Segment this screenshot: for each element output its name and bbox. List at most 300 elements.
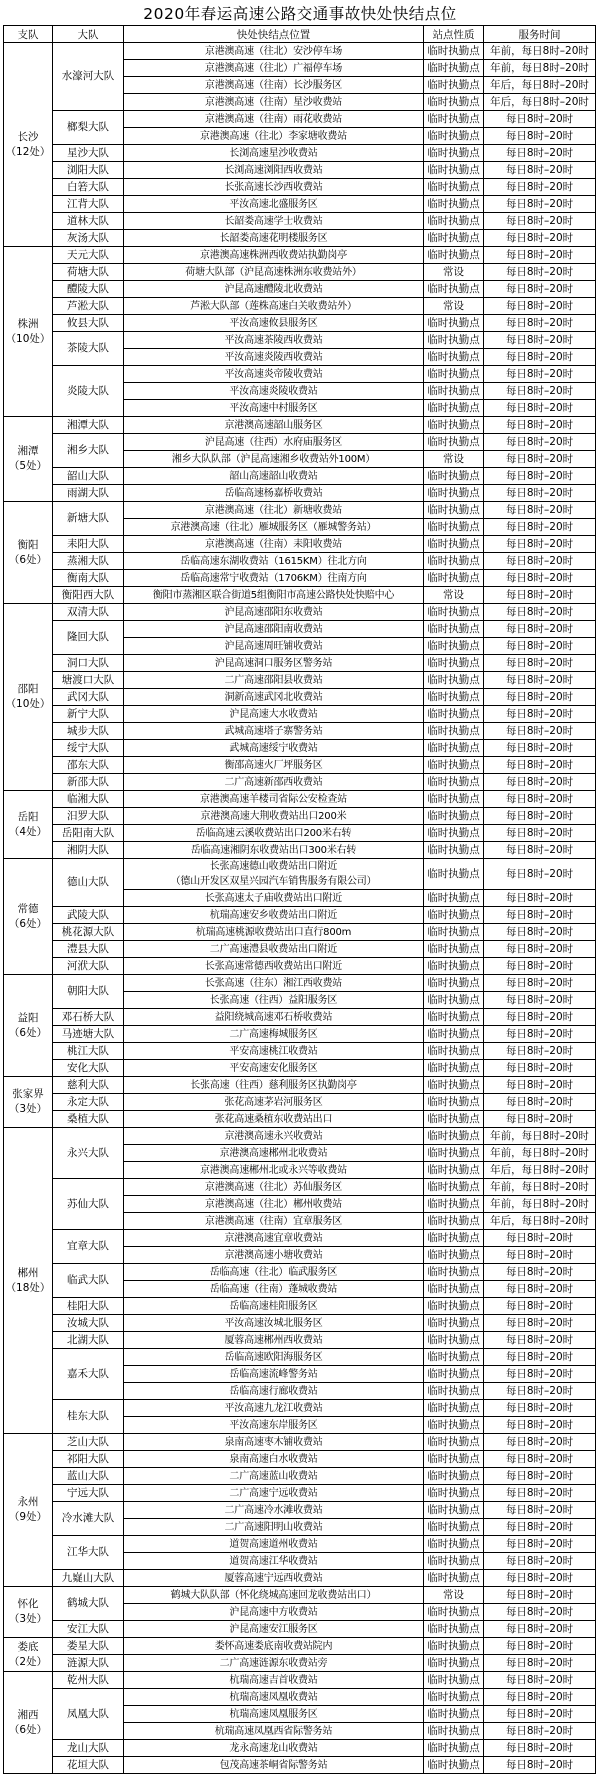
- service-time-cell: 每日8时–20时: [484, 145, 596, 162]
- station-type-cell: 临时执勤点: [424, 774, 484, 791]
- dadui-cell: 安江大队: [53, 1621, 124, 1638]
- service-time-cell: 每日8时–20时: [484, 1281, 596, 1298]
- service-time-cell: 每日8时–20时: [484, 196, 596, 213]
- location-cell: 长张高速长沙西收费站: [124, 179, 424, 196]
- dadui-cell: 江背大队: [53, 196, 124, 213]
- station-type-cell: 临时执勤点: [424, 604, 484, 621]
- station-type-cell: 临时执勤点: [424, 400, 484, 417]
- dadui-cell: 榔梨大队: [53, 111, 124, 145]
- service-time-cell: 每日8时–20时: [484, 1468, 596, 1485]
- service-time-cell: 每日8时–20时: [484, 890, 596, 907]
- service-time-cell: 每日8时–20时: [484, 332, 596, 349]
- dadui-cell: 荷塘大队: [53, 264, 124, 281]
- table-row: [4, 298, 596, 315]
- zhidui-cell: [4, 43, 53, 247]
- service-time-cell: 每日8时–20时: [484, 655, 596, 672]
- table-row: [4, 1621, 596, 1638]
- location-cell: 岳临高速行廊收费站: [124, 1383, 424, 1400]
- service-time-cell: 每日8时–20时: [484, 111, 596, 128]
- service-time-cell: 每日8时–20时: [484, 1621, 596, 1638]
- station-type-cell: 临时执勤点: [424, 1111, 484, 1128]
- zhidui-cell: [4, 1434, 53, 1587]
- dadui-cell: 冷水滩大队: [53, 1502, 124, 1536]
- station-type-cell: 临时执勤点: [424, 247, 484, 264]
- dadui-cell: 澧县大队: [53, 941, 124, 958]
- service-time-cell: 每日8时–20时: [484, 1043, 596, 1060]
- dadui-cell: 浏阳大队: [53, 162, 124, 179]
- station-type-cell: 临时执勤点: [424, 60, 484, 77]
- zhidui-cell: [4, 417, 53, 502]
- location-cell: 益阳绕城高速邓石桥收费站: [124, 1009, 424, 1026]
- service-time-cell: 每日8时–20时: [484, 638, 596, 655]
- table-row: [4, 468, 596, 485]
- location-cell: 龙永高速龙山收费站: [124, 1740, 424, 1757]
- station-type-cell: 临时执勤点: [424, 1604, 484, 1621]
- service-time-cell: 每日8时–20时: [484, 366, 596, 383]
- dadui-cell: 江华大队: [53, 1536, 124, 1570]
- location-cell: 湘乡大队队部（沪昆高速湘乡收费站外100M）: [124, 451, 424, 468]
- location-cell: 平汝高速中村服务区: [124, 400, 424, 417]
- dadui-cell: 新邵大队: [53, 774, 124, 791]
- dadui-cell: 水濠河大队: [53, 43, 124, 111]
- station-type-cell: 临时执勤点: [424, 655, 484, 672]
- station-type-cell: 临时执勤点: [424, 1179, 484, 1196]
- service-time-cell: 每日8时–20时: [484, 706, 596, 723]
- station-type-cell: 临时执勤点: [424, 706, 484, 723]
- zhidui-cell: [4, 791, 53, 859]
- location-cell: 京港澳高速（往北）安沙停车场: [124, 43, 424, 60]
- service-time-cell: 每日8时–20时: [484, 162, 596, 179]
- service-time-cell: 每日8时–20时: [484, 1077, 596, 1094]
- zhidui-name: 岳阳: [17, 810, 39, 823]
- service-time-cell: 每日8时–20时: [484, 757, 596, 774]
- zhidui-name: 怀化: [17, 1598, 39, 1610]
- station-type-cell: 临时执勤点: [424, 366, 484, 383]
- service-time-cell: 每日8时–20时: [484, 1757, 596, 1774]
- table-row: [4, 587, 596, 604]
- col-header-location: 快处快结点位置: [124, 26, 424, 43]
- service-time-cell: 每日8时–20时: [484, 1740, 596, 1757]
- station-type-cell: 临时执勤点: [424, 383, 484, 400]
- zhidui-name: 湘潭: [17, 445, 39, 457]
- location-cell: 厦蓉高速郴州西收费站: [124, 1332, 424, 1349]
- dadui-cell: 马迹塘大队: [53, 1026, 124, 1043]
- location-cell: 平汝高速九龙江收费站: [124, 1400, 424, 1417]
- zhidui-name: 娄底: [17, 1640, 39, 1653]
- location-cell: 京港澳高速（往北）郴州收费站: [124, 1196, 424, 1213]
- service-time-cell: 每日8时–20时: [484, 1553, 596, 1570]
- location-cell: 平汝高速东岸服务区: [124, 1417, 424, 1434]
- table-row: [4, 315, 596, 332]
- table-row: [4, 774, 596, 791]
- dadui-cell: 双清大队: [53, 604, 124, 621]
- table-row: [4, 706, 596, 723]
- zhidui-count: （6处）: [8, 1723, 48, 1736]
- service-time-cell: 每日8时–20时: [484, 502, 596, 519]
- station-type-cell: 临时执勤点: [424, 162, 484, 179]
- table-row: [4, 808, 596, 825]
- dadui-cell: 雨湖大队: [53, 485, 124, 502]
- station-type-cell: 临时执勤点: [424, 992, 484, 1009]
- location-cell: [124, 859, 424, 890]
- station-type-cell: 临时执勤点: [424, 1077, 484, 1094]
- dadui-cell: 桑植大队: [53, 1111, 124, 1128]
- dadui-cell: 岳阳南大队: [53, 825, 124, 842]
- zhidui-cell: [4, 1672, 53, 1774]
- station-type-cell: 临时执勤点: [424, 859, 484, 890]
- dadui-cell: 白箬大队: [53, 179, 124, 196]
- dadui-cell: 凤凰大队: [53, 1689, 124, 1740]
- location-cell: 二广高速冷水滩收费站: [124, 1502, 424, 1519]
- table-row: [4, 859, 596, 890]
- location-cell: 平汝高速北盛服务区: [124, 196, 424, 213]
- table-row: [4, 179, 596, 196]
- table-row: [4, 1060, 596, 1077]
- table-row: [4, 485, 596, 502]
- zhidui-count: （10处）: [5, 698, 51, 710]
- table-row: [4, 1043, 596, 1060]
- table-row: [4, 1077, 596, 1094]
- dadui-cell: 嘉禾大队: [53, 1349, 124, 1400]
- location-cell: 二广高速新邵西收费站: [124, 774, 424, 791]
- station-type-cell: 临时执勤点: [424, 1553, 484, 1570]
- dadui-cell: 灰汤大队: [53, 230, 124, 247]
- station-type-cell: 临时执勤点: [424, 281, 484, 298]
- dadui-cell: 桂阳大队: [53, 1298, 124, 1315]
- service-time-cell: 每日8时–20时: [484, 400, 596, 417]
- station-type-cell: 临时执勤点: [424, 941, 484, 958]
- station-type-cell: 临时执勤点: [424, 1349, 484, 1366]
- zhidui-count: （5处）: [8, 460, 48, 472]
- location-cell: 杭瑞高速桃源收费站出口直行800m: [124, 924, 424, 941]
- zhidui-cell: [4, 247, 53, 417]
- table-row: [4, 958, 596, 975]
- table-row: [4, 1315, 596, 1332]
- station-type-cell: 临时执勤点: [424, 1672, 484, 1689]
- dadui-cell: 安化大队: [53, 1060, 124, 1077]
- station-type-cell: 临时执勤点: [424, 958, 484, 975]
- location-cell: 平汝高速炎陵收费站: [124, 383, 424, 400]
- service-time-cell: 每日8时–20时: [484, 570, 596, 587]
- dadui-cell: 湘阴大队: [53, 842, 124, 859]
- station-type-cell: 临时执勤点: [424, 740, 484, 757]
- location-cell: 长张高速常德西收费站出口附近: [124, 958, 424, 975]
- station-type-cell: 临时执勤点: [424, 1638, 484, 1655]
- station-type-cell: 临时执勤点: [424, 1655, 484, 1672]
- zhidui-count: （6处）: [8, 917, 48, 930]
- service-time-cell: 每日8时–20时: [484, 808, 596, 825]
- location-cell: 沪昆高速醴陵北收费站: [124, 281, 424, 298]
- location-cell: 鹤城大队队部（怀化绕城高速回龙收费站出口）: [124, 1587, 424, 1604]
- zhidui-name: 常德: [17, 902, 39, 915]
- service-time-cell: 每日8时–20时: [484, 553, 596, 570]
- station-type-cell: 临时执勤点: [424, 468, 484, 485]
- station-type-cell: 临时执勤点: [424, 213, 484, 230]
- station-type-cell: 临时执勤点: [424, 825, 484, 842]
- table-row: [4, 247, 596, 264]
- location-cell: 长张高速（往西）慈利服务区执勤岗亭: [124, 1077, 424, 1094]
- station-type-cell: 临时执勤点: [424, 638, 484, 655]
- dadui-cell: 九嶷山大队: [53, 1570, 124, 1587]
- station-type-cell: 临时执勤点: [424, 1366, 484, 1383]
- location-cell: 长张高速（往东）湘江西收费站: [124, 975, 424, 992]
- table-row: [4, 536, 596, 553]
- dadui-cell: 桃江大队: [53, 1043, 124, 1060]
- station-type-cell: 临时执勤点: [424, 1213, 484, 1230]
- table-row: [4, 230, 596, 247]
- location-cell: 二广高速澧县收费站出口附近: [124, 941, 424, 958]
- location-cell: 岳临高速欧阳海服务区: [124, 1349, 424, 1366]
- table-row: [4, 842, 596, 859]
- dadui-cell: 德山大队: [53, 859, 124, 907]
- accident-points-table: [3, 25, 596, 1774]
- service-time-cell: 每日8时–20时: [484, 1247, 596, 1264]
- service-time-cell: 每日8时–20时: [484, 1604, 596, 1621]
- location-cell: 二广高速阳明山收费站: [124, 1519, 424, 1536]
- station-type-cell: 临时执勤点: [424, 315, 484, 332]
- station-type-cell: 临时执勤点: [424, 1315, 484, 1332]
- table-row: [4, 1434, 596, 1451]
- location-cell: 杭瑞高速安乡收费站出口附近: [124, 907, 424, 924]
- col-header-time: 服务时间: [484, 26, 596, 43]
- service-time-cell: 每日8时–20时: [484, 941, 596, 958]
- service-time-cell: 每日8时–20时: [484, 587, 596, 604]
- table-row: [4, 1179, 596, 1196]
- service-time-cell: 每日8时–20时: [484, 774, 596, 791]
- dadui-cell: 桂东大队: [53, 1400, 124, 1434]
- station-type-cell: 临时执勤点: [424, 791, 484, 808]
- location-cell: 洞新高速武冈北收费站: [124, 689, 424, 706]
- zhidui-cell: [4, 1128, 53, 1434]
- location-line: 长张高速德山收费站出口附近: [209, 861, 338, 872]
- location-cell: 二广高速宁远收费站: [124, 1485, 424, 1502]
- dadui-cell: 苏仙大队: [53, 1179, 124, 1230]
- location-cell: 厦蓉高速宁远西收费站: [124, 1570, 424, 1587]
- zhidui-name: 长沙: [17, 130, 39, 143]
- location-cell: 京港澳高速（往北）雁城服务区（雁城警务站）: [124, 519, 424, 536]
- zhidui-name: 邵阳: [17, 683, 39, 695]
- location-cell: 京港澳高速永兴收费站: [124, 1128, 424, 1145]
- station-type-cell: 临时执勤点: [424, 1451, 484, 1468]
- location-cell: 岳临高速东湖收费站（1615KM）往北方向: [124, 553, 424, 570]
- col-header-type: 站点性质: [424, 26, 484, 43]
- service-time-cell: 每日8时–20时: [484, 604, 596, 621]
- table-row: [4, 1111, 596, 1128]
- location-cell: 平安高速桃江收费站: [124, 1043, 424, 1060]
- service-time-cell: 每日8时–20时: [484, 1315, 596, 1332]
- zhidui-cell: [4, 502, 53, 604]
- table-row: [4, 1128, 596, 1145]
- table-row: [4, 145, 596, 162]
- station-type-cell: 临时执勤点: [424, 924, 484, 941]
- service-time-cell: 每日8时–20时: [484, 230, 596, 247]
- table-row: [4, 417, 596, 434]
- table-row: [4, 1502, 596, 1519]
- zhidui-cell: [4, 1077, 53, 1128]
- station-type-cell: 临时执勤点: [424, 1026, 484, 1043]
- station-type-cell: 临时执勤点: [424, 1740, 484, 1757]
- zhidui-count: （6处）: [8, 553, 48, 566]
- service-time-cell: 年前，每日8时–20时: [484, 1179, 596, 1196]
- dadui-cell: 湘潭大队: [53, 417, 124, 434]
- station-type-cell: 临时执勤点: [424, 1383, 484, 1400]
- station-type-cell: 临时执勤点: [424, 196, 484, 213]
- station-type-cell: 临时执勤点: [424, 1094, 484, 1111]
- station-type-cell: 临时执勤点: [424, 1247, 484, 1264]
- station-type-cell: 临时执勤点: [424, 1009, 484, 1026]
- station-type-cell: 临时执勤点: [424, 1400, 484, 1417]
- service-time-cell: 每日8时–20时: [484, 723, 596, 740]
- service-time-cell: 每日8时–20时: [484, 842, 596, 859]
- location-cell: 韶山高速韶山收费站: [124, 468, 424, 485]
- dadui-cell: 道林大队: [53, 213, 124, 230]
- station-type-cell: 临时执勤点: [424, 1536, 484, 1553]
- location-cell: 京港澳高速（往北）广福停车场: [124, 60, 424, 77]
- location-cell: 平安高速安化服务区: [124, 1060, 424, 1077]
- service-time-cell: 每日8时–20时: [484, 859, 596, 890]
- station-type-cell: 临时执勤点: [424, 1060, 484, 1077]
- service-time-cell: 每日8时–20时: [484, 536, 596, 553]
- location-cell: 二广高速邵阳县收费站: [124, 672, 424, 689]
- location-cell: 二广高速涟源东收费站旁: [124, 1655, 424, 1672]
- service-time-cell: 每日8时–20时: [484, 451, 596, 468]
- table-row: [4, 570, 596, 587]
- service-time-cell: 每日8时–20时: [484, 1570, 596, 1587]
- location-cell: 京港澳高速株洲西收费站执勤岗亭: [124, 247, 424, 264]
- station-type-cell: 临时执勤点: [424, 890, 484, 907]
- dadui-cell: 芦淞大队: [53, 298, 124, 315]
- dadui-cell: 塘渡口大队: [53, 672, 124, 689]
- location-cell: 沪昆高速洞口服务区警务站: [124, 655, 424, 672]
- location-cell: 京港澳高速韶山服务区: [124, 417, 424, 434]
- service-time-cell: 每日8时–20时: [484, 1026, 596, 1043]
- location-cell: 张花高速桑植东收费站出口: [124, 1111, 424, 1128]
- dadui-cell: 衡南大队: [53, 570, 124, 587]
- table-row: [4, 975, 596, 992]
- station-type-cell: 常设: [424, 451, 484, 468]
- table-row: [4, 111, 596, 128]
- location-cell: 京港澳高速郴州北或永兴等收费站: [124, 1162, 424, 1179]
- dadui-cell: 隆回大队: [53, 621, 124, 655]
- location-cell: 武城高速塔子寨警务站: [124, 723, 424, 740]
- table-row: [4, 907, 596, 924]
- table-row: [4, 941, 596, 958]
- table-row: [4, 1349, 596, 1366]
- dadui-cell: 娄星大队: [53, 1638, 124, 1655]
- dadui-cell: 桃花源大队: [53, 924, 124, 941]
- dadui-cell: 龙山大队: [53, 1740, 124, 1757]
- station-type-cell: 临时执勤点: [424, 842, 484, 859]
- service-time-cell: 每日8时–20时: [484, 128, 596, 145]
- zhidui-cell: [4, 604, 53, 791]
- station-type-cell: 临时执勤点: [424, 1621, 484, 1638]
- table-row: [4, 1587, 596, 1604]
- location-cell: 岳临高速云溪收费站出口200米右转: [124, 825, 424, 842]
- service-time-cell: 每日8时–20时: [484, 672, 596, 689]
- service-time-cell: 每日8时–20时: [484, 383, 596, 400]
- service-time-cell: 每日8时–20时: [484, 1298, 596, 1315]
- dadui-cell: 花垣大队: [53, 1757, 124, 1774]
- zhidui-name: 永州: [17, 1496, 39, 1508]
- table-row: [4, 1009, 596, 1026]
- location-cell: 平汝高速炎陵西收费站: [124, 349, 424, 366]
- dadui-cell: 乾州大队: [53, 1672, 124, 1689]
- table-row: [4, 213, 596, 230]
- service-time-cell: 每日8时–20时: [484, 349, 596, 366]
- service-time-cell: 每日8时–20时: [484, 519, 596, 536]
- table-row: [4, 1638, 596, 1655]
- station-type-cell: 临时执勤点: [424, 1485, 484, 1502]
- zhidui-count: （9处）: [8, 1511, 48, 1523]
- station-type-cell: 临时执勤点: [424, 332, 484, 349]
- dadui-cell: 茶陵大队: [53, 332, 124, 366]
- location-line: （德山开发区双星兴园汽车销售服务有限公司）: [170, 876, 377, 887]
- station-type-cell: 临时执勤点: [424, 672, 484, 689]
- dadui-cell: 芝山大队: [53, 1434, 124, 1451]
- service-time-cell: 每日8时–20时: [484, 1655, 596, 1672]
- location-cell: 沪昆高速安江服务区: [124, 1621, 424, 1638]
- location-cell: 京港澳高速（往南）星沙收费站: [124, 94, 424, 111]
- zhidui-count: （4处）: [8, 825, 48, 838]
- service-time-cell: 每日8时–20时: [484, 621, 596, 638]
- service-time-cell: 年后，每日8时–20时: [484, 1162, 596, 1179]
- station-type-cell: 临时执勤点: [424, 1434, 484, 1451]
- service-time-cell: 每日8时–20时: [484, 740, 596, 757]
- table-row: [4, 621, 596, 638]
- location-cell: 岳临高速杨嘉桥收费站: [124, 485, 424, 502]
- location-cell: 衡阳市蒸湘区联合街道5组衡阳市高速公路快处快赔中心: [124, 587, 424, 604]
- station-type-cell: 临时执勤点: [424, 128, 484, 145]
- service-time-cell: 每日8时–20时: [484, 1502, 596, 1519]
- dadui-cell: 洞口大队: [53, 655, 124, 672]
- dadui-cell: 宜章大队: [53, 1230, 124, 1264]
- station-type-cell: 常设: [424, 587, 484, 604]
- page-title: 2020年春运高速公路交通事故快处快结点位: [143, 5, 457, 23]
- location-cell: 平汝高速炎帝陵收费站: [124, 366, 424, 383]
- service-time-cell: 每日8时–20时: [484, 281, 596, 298]
- station-type-cell: 临时执勤点: [424, 1145, 484, 1162]
- table-row: [4, 655, 596, 672]
- service-time-cell: 每日8时–20时: [484, 1332, 596, 1349]
- station-type-cell: 临时执勤点: [424, 1264, 484, 1281]
- location-cell: 岳临高速常宁收费站（1706KM）往南方向: [124, 570, 424, 587]
- service-time-cell: 每日8时–20时: [484, 1264, 596, 1281]
- service-time-cell: 每日8时–20时: [484, 958, 596, 975]
- station-type-cell: 临时执勤点: [424, 1128, 484, 1145]
- zhidui-name: 衡阳: [17, 538, 39, 551]
- dadui-cell: 宁远大队: [53, 1485, 124, 1502]
- service-time-cell: 年前，每日8时–20时: [484, 1128, 596, 1145]
- table-row: [4, 1094, 596, 1111]
- location-cell: 杭瑞高速凤凰收费站: [124, 1689, 424, 1706]
- table-row: [4, 1655, 596, 1672]
- station-type-cell: 临时执勤点: [424, 77, 484, 94]
- table-row: [4, 723, 596, 740]
- table-row: [4, 1672, 596, 1689]
- station-type-cell: 临时执勤点: [424, 43, 484, 60]
- zhidui-count: （6处）: [8, 1026, 48, 1039]
- zhidui-name: 株洲: [17, 317, 39, 330]
- location-cell: 京港澳高速（往南）宜章服务区: [124, 1213, 424, 1230]
- station-type-cell: 临时执勤点: [424, 1417, 484, 1434]
- station-type-cell: 临时执勤点: [424, 111, 484, 128]
- location-cell: 长韶娄高速学士收费站: [124, 213, 424, 230]
- station-type-cell: 常设: [424, 1587, 484, 1604]
- service-time-cell: 每日8时–20时: [484, 1434, 596, 1451]
- table-row: [4, 43, 596, 60]
- service-time-cell: 每日8时–20时: [484, 434, 596, 451]
- table-row: [4, 1332, 596, 1349]
